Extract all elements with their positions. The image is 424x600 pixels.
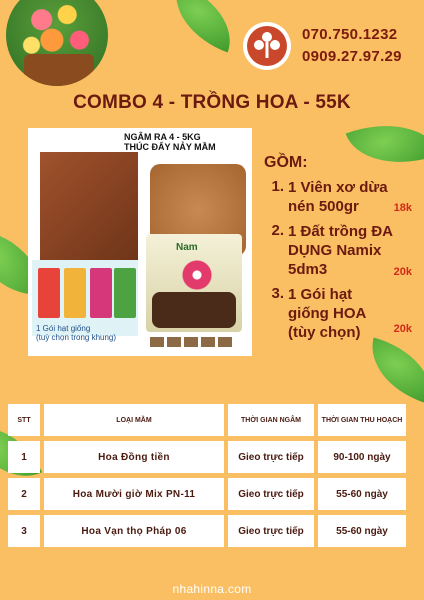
- table-row: [8, 441, 412, 473]
- brand-logo: [243, 22, 291, 70]
- banner-line-1: NGÂM RA 4 - 5KG: [124, 132, 201, 142]
- list-item: [264, 178, 414, 216]
- seed-caption-line-2: (tuỳ chọn trong khung): [36, 333, 117, 342]
- thumbnail: [184, 337, 198, 347]
- header-soak-time: THỜI GIAN NGÂM: [228, 404, 314, 436]
- website-footer[interactable]: nhahinna.com: [172, 582, 252, 596]
- namix-soil-bag-image: [146, 234, 242, 332]
- combo-title: COMBO 4 - TRỒNG HOA - 55K: [73, 92, 351, 113]
- item-price: 18k: [393, 202, 412, 214]
- leaf-decoration-right-lower: [361, 338, 424, 405]
- cell-harvest-time: 55-60 ngày: [318, 478, 406, 510]
- list-item: [264, 285, 414, 342]
- cell-stt: 3: [8, 515, 40, 547]
- cell-type: Hoa Vạn thọ Pháp 06: [44, 515, 224, 547]
- thumbnail: [201, 337, 215, 347]
- includes-list: [264, 154, 414, 342]
- cell-soak-time: Gieo trực tiếp: [228, 478, 314, 510]
- product-banner: [124, 132, 244, 152]
- cell-harvest-time: 90-100 ngày: [318, 441, 406, 473]
- pot-shape: [24, 54, 94, 86]
- thumbnail: [167, 337, 181, 347]
- item-text: 1 Viên xơ dừa nén 500gr: [288, 179, 388, 215]
- table-row: [8, 515, 412, 547]
- seed-pack: [114, 268, 136, 318]
- thumbnail: [150, 337, 164, 347]
- header-stt: STT: [8, 404, 40, 436]
- flower-pot-photo: [6, 0, 108, 86]
- header-harvest-time: THỜI GIAN THU HOẠCH: [318, 404, 406, 436]
- item-text: 1 Gói hạt giống HOA (tùy chọn): [288, 286, 366, 341]
- seed-pack: [64, 268, 86, 318]
- phone-number-2: 0909.27.97.29: [302, 48, 402, 65]
- seed-caption-line-1: 1 Gói hạt giống: [36, 324, 91, 333]
- cell-soak-time: Gieo trực tiếp: [228, 441, 314, 473]
- cell-type: Hoa Đồng tiền: [44, 441, 224, 473]
- seed-caption: [36, 324, 116, 342]
- list-item: [264, 222, 414, 279]
- includes-title: GỒM:: [264, 154, 308, 171]
- item-number: 2.: [271, 222, 284, 239]
- cell-soak-time: Gieo trực tiếp: [228, 515, 314, 547]
- tree-icon: [252, 30, 282, 62]
- thumbnail-strip: [150, 334, 235, 352]
- seed-pack: [38, 268, 60, 318]
- coco-brick-image: [40, 152, 138, 264]
- table-row: [8, 478, 412, 510]
- item-number: 3.: [271, 285, 284, 302]
- table-header-row: [8, 404, 412, 436]
- banner-line-2: THÚC ĐẨY NẢY MẦM: [124, 142, 216, 152]
- thumbnail: [218, 337, 232, 347]
- cell-stt: 2: [8, 478, 40, 510]
- soil-image: [152, 292, 236, 328]
- cell-stt: 1: [8, 441, 40, 473]
- phone-number-1: 070.750.1232: [302, 26, 398, 43]
- seed-pack: [90, 268, 112, 318]
- flower-icon: [180, 260, 214, 290]
- bag-brand-label: Nam: [176, 242, 198, 253]
- product-image: [28, 128, 252, 356]
- leaf-decoration-top: [162, 0, 244, 53]
- item-text: 1 Đất trồng ĐA DỤNG Namix 5dm3: [288, 223, 393, 278]
- seed-table: [8, 404, 412, 552]
- cell-harvest-time: 55-60 ngày: [318, 515, 406, 547]
- header-type: LOẠI MẦM: [44, 404, 224, 436]
- cell-type: Hoa Mười giờ Mix PN-11: [44, 478, 224, 510]
- item-price: 20k: [393, 323, 412, 335]
- item-price: 20k: [393, 266, 412, 278]
- item-number: 1.: [271, 178, 284, 195]
